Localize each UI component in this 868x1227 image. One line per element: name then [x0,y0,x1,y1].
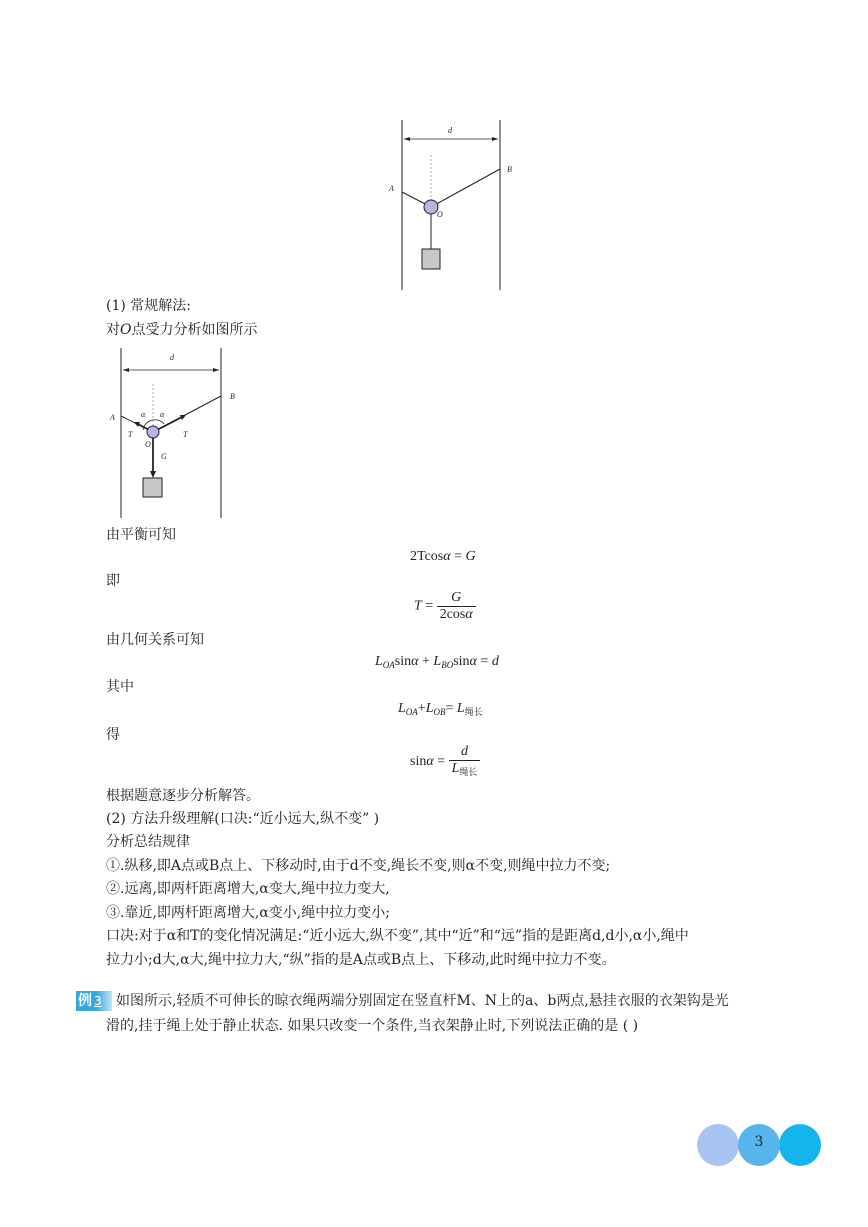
page-circle-right [779,1124,821,1166]
by-balance-text: 由平衡可知 [106,527,176,543]
eq3-L2: L [433,654,442,669]
eq3-rhs: d [491,654,499,669]
eq5-den-sub: 绳长 [459,767,478,777]
eq3-L1: L [375,654,383,669]
diagram1-label-A: A [389,184,394,193]
eq4-sub1: OA [405,707,418,717]
example-line-2: 滑的,挂于绳上处于静止状态. 如果只改变一个条件,当衣架静止时,下列说法正确的是 ( ) [106,1018,639,1034]
rule-3: ③.靠近,即两杆距离增大,α变小,绳中拉力变小; [106,905,390,921]
diagram2-label-T-right: T [183,430,188,439]
eq1-var: α [443,549,451,564]
mnemonic-line-1: 口决:对于α和T的变化情况满足:“近小远大,纵不变”,其中“近”和“远”指的是距离d,d小,α小,绳中 [106,928,689,944]
ji-text: 即 [106,573,120,589]
qizhong-text: 其中 [106,679,134,695]
by-geometry-text: 由几何关系可知 [106,632,204,648]
eq3-sub1: OA [382,660,395,670]
diagram1-label-O: O [437,210,443,219]
page-circle-left [697,1124,739,1166]
eq4-L3: L [456,701,465,716]
force-analysis-line [106,320,257,340]
eq4-L2: L [425,701,434,716]
example-badge [76,991,112,1011]
force-diagram [106,346,246,521]
diagram2-label-T-left: T [128,430,133,439]
eq1-func: cos [424,549,444,564]
eq2-den-coef: 2cos [439,607,466,622]
diagram2-label-alpha-right: α [160,410,165,419]
eq3-sin2: sin [453,654,470,669]
diagram1-label-d: d [448,126,452,135]
section1-heading: (1) 常规解法: [106,298,191,314]
diagram1-label-B: B [507,165,512,174]
eq5-var: α [426,754,434,770]
diagram2-label-G: G [161,452,167,461]
equation-3: $L_{OA}\sin\alpha + L_{BO}\sin\alpha = d$ [375,654,499,670]
eq5-num: d [461,744,469,759]
equation-2: T = $\frac{G}{2\cos\alpha}$ [414,590,476,623]
eq3-var2: α [469,654,477,669]
diagram2-label-O: O [145,440,151,449]
force-analysis-var: O [120,322,132,338]
eq2-lhs: T [414,598,422,614]
example-line-1: 如图所示,轻质不可伸长的晾衣绳两端分别固定在竖直杆M、N上的a、b两点,悬挂衣服的衣架钩是光 [116,993,729,1009]
eq3-sub2: BO [441,660,454,670]
eq2-num: G [451,590,462,605]
eq3-var1: α [411,654,419,669]
example-number: 3 [94,994,102,1008]
mnemonic-line-2: 拉力小;d大,α大,绳中拉力大,“纵”指的是A点或B点上、下移动,此时绳中拉力不变。 [106,952,616,968]
eq1-lhs: 2T [410,549,425,564]
eq4-L1: L [398,701,406,716]
diagram2-label-A: A [110,413,115,422]
eq5-sin: sin [410,754,427,770]
rule-1: ①.纵移,即A点或B点上、下移动时,由于d不变,绳长不变,则α不变,则绳中拉力不变; [106,858,611,874]
equation-5: sinα = $\frac{d}{L_{绳长}}$ [410,744,480,780]
force-analysis-rest: 点受力分析如图所示 [131,322,258,338]
equation-1: 2Tcosα = G [410,549,476,564]
example-badge-label: 例 [78,993,92,1009]
force-analysis-intro: 对 [106,322,120,338]
eq4-sub3: 绳长 [464,707,483,717]
rule-summary: 分析总结规律 [106,834,190,850]
eq4-sub2: OB [433,707,446,717]
eq3-sin1: sin [394,654,412,669]
eq2-den-var: α [465,607,473,622]
pulley-diagram-1 [390,115,520,295]
eq5-den-L: L [451,761,460,776]
page-number: 3 [754,1134,764,1150]
diagram2-label-B: B [230,392,235,401]
section2-heading: (2) 方法升级理解(口决:“近小远大,纵不变” ) [106,811,380,827]
rule-2: ②.远离,即两杆距离增大,α变大,绳中拉力变大, [106,881,390,897]
de-text: 得 [106,727,120,743]
diagram2-label-alpha-left: α [141,410,146,419]
diagram2-label-d: d [170,353,174,362]
equation-4: $L_{OA}+L_{OB}= L_{绳长}$ [398,701,483,717]
eq1-rhs: G [465,549,476,564]
step-by-step-text: 根据题意逐步分析解答。 [106,788,260,804]
